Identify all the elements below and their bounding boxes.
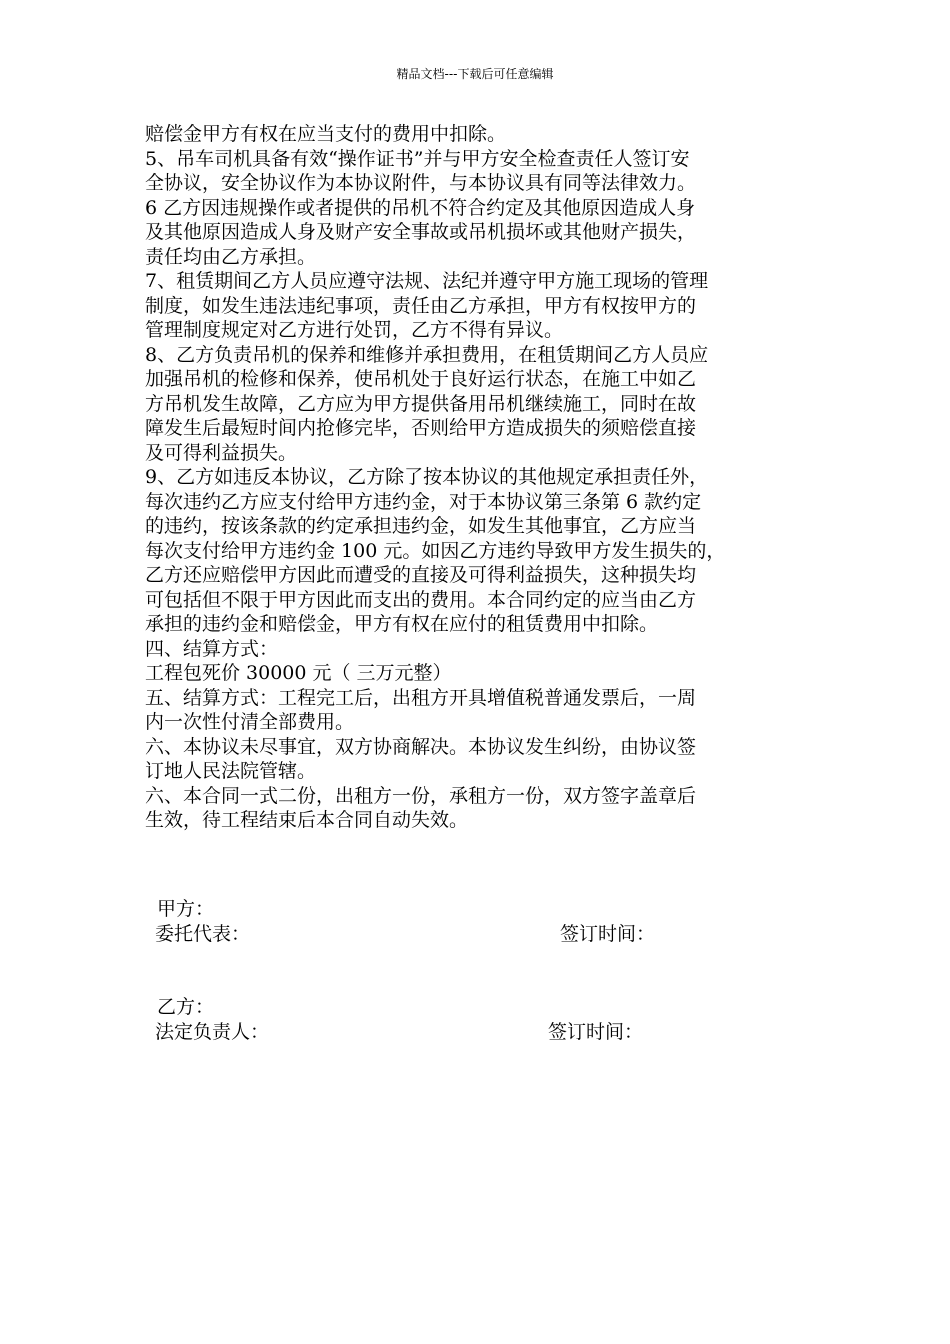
body-line: 7、租赁期间乙方人员应遵守法规、法纪并遵守甲方施工现场的管理 bbox=[145, 270, 709, 292]
body-line: 制度，如发生违法违纪事项，责任由乙方承担，甲方有权按甲方的 bbox=[145, 294, 697, 317]
body-line: 生效，待工程结束后本合同自动失效。 bbox=[145, 809, 469, 831]
body-line: 及其他原因造成人身及财产安全事故或吊机损坏或其他财产损失， bbox=[145, 221, 697, 243]
party-b-legal-rep-label: 法定负责人： bbox=[155, 1021, 270, 1043]
body-line: 9、乙方如违反本协议，乙方除了按本协议的其他规定承担责任外， bbox=[145, 466, 709, 488]
body-line: 及可得利益损失。 bbox=[145, 441, 298, 464]
body-line: 每次支付给甲方违约金 100 元。如因乙方违约导致甲方发生损失的， bbox=[145, 539, 726, 562]
party-a-label: 甲方： bbox=[157, 898, 215, 920]
body-line: 加强吊机的检修和保养，使吊机处于良好运行状态，在施工中如乙 bbox=[145, 368, 697, 390]
body-line: 全协议，安全协议作为本协议附件，与本协议具有同等法律效力。 bbox=[145, 172, 697, 194]
body-line: 承担的违约金和赔偿金，甲方有权在应付的租赁费用中扣除。 bbox=[145, 613, 659, 635]
party-b-sign-date-label: 签订时间： bbox=[548, 1021, 644, 1043]
body-line: 乙方还应赔偿甲方因此而遭受的直接及可得利益损失，这种损失均 bbox=[145, 564, 697, 586]
body-line: 方吊机发生故障，乙方应为甲方提供备用吊机继续施工，同时在故 bbox=[145, 392, 697, 415]
body-line: 五、结算方式：工程完工后，出租方开具增值税普通发票后，一周 bbox=[145, 686, 697, 709]
body-line: 工程包死价 30000 元（ 三万元整） bbox=[145, 662, 452, 684]
body-line: 管理制度规定对乙方进行处罚，乙方不得有异议。 bbox=[145, 319, 564, 341]
body-line: 6 乙方因违规操作或者提供的吊机不符合约定及其他原因造成人身 bbox=[145, 196, 696, 219]
body-line: 订地人民法院管辖。 bbox=[145, 760, 317, 782]
body-line: 六、本合同一式二份，出租方一份，承租方一份，双方签字盖章后 bbox=[145, 784, 697, 807]
party-a-sign-date-label: 签订时间： bbox=[560, 923, 656, 945]
party-b-label: 乙方： bbox=[157, 996, 215, 1018]
contract-body bbox=[145, 122, 815, 833]
body-line: 障发生后最短时间内抢修完毕，否则给甲方造成损失的须赔偿直接 bbox=[145, 417, 697, 439]
body-line: 可包括但不限于甲方因此而支出的费用。本合同约定的应当由乙方 bbox=[145, 588, 697, 611]
page-header: 精品文档---下载后可任意编辑 bbox=[396, 67, 554, 81]
body-line: 的违约，按该条款的约定承担违约金，如发生其他事宜，乙方应当 bbox=[145, 515, 697, 537]
body-line: 5、吊车司机具备有效“操作证书”并与甲方安全检查责任人签订安 bbox=[145, 147, 690, 170]
body-line: 六、本协议未尽事宜，双方协商解决。本协议发生纠纷，由协议签 bbox=[145, 735, 697, 758]
body-line: 每次违约乙方应支付给甲方违约金，对于本协议第三条第 6 款约定 bbox=[145, 490, 702, 513]
body-line: 责任均由乙方承担。 bbox=[145, 245, 317, 268]
section-heading-settlement: 四、结算方式： bbox=[145, 637, 279, 660]
body-line: 赔偿金甲方有权在应当支付的费用中扣除。 bbox=[145, 123, 507, 145]
body-line: 内一次性付清全部费用。 bbox=[145, 711, 355, 733]
party-a-representative-label: 委托代表： bbox=[155, 923, 251, 945]
body-line: 8、乙方负责吊机的保养和维修并承担费用，在租赁期间乙方人员应 bbox=[145, 343, 709, 366]
